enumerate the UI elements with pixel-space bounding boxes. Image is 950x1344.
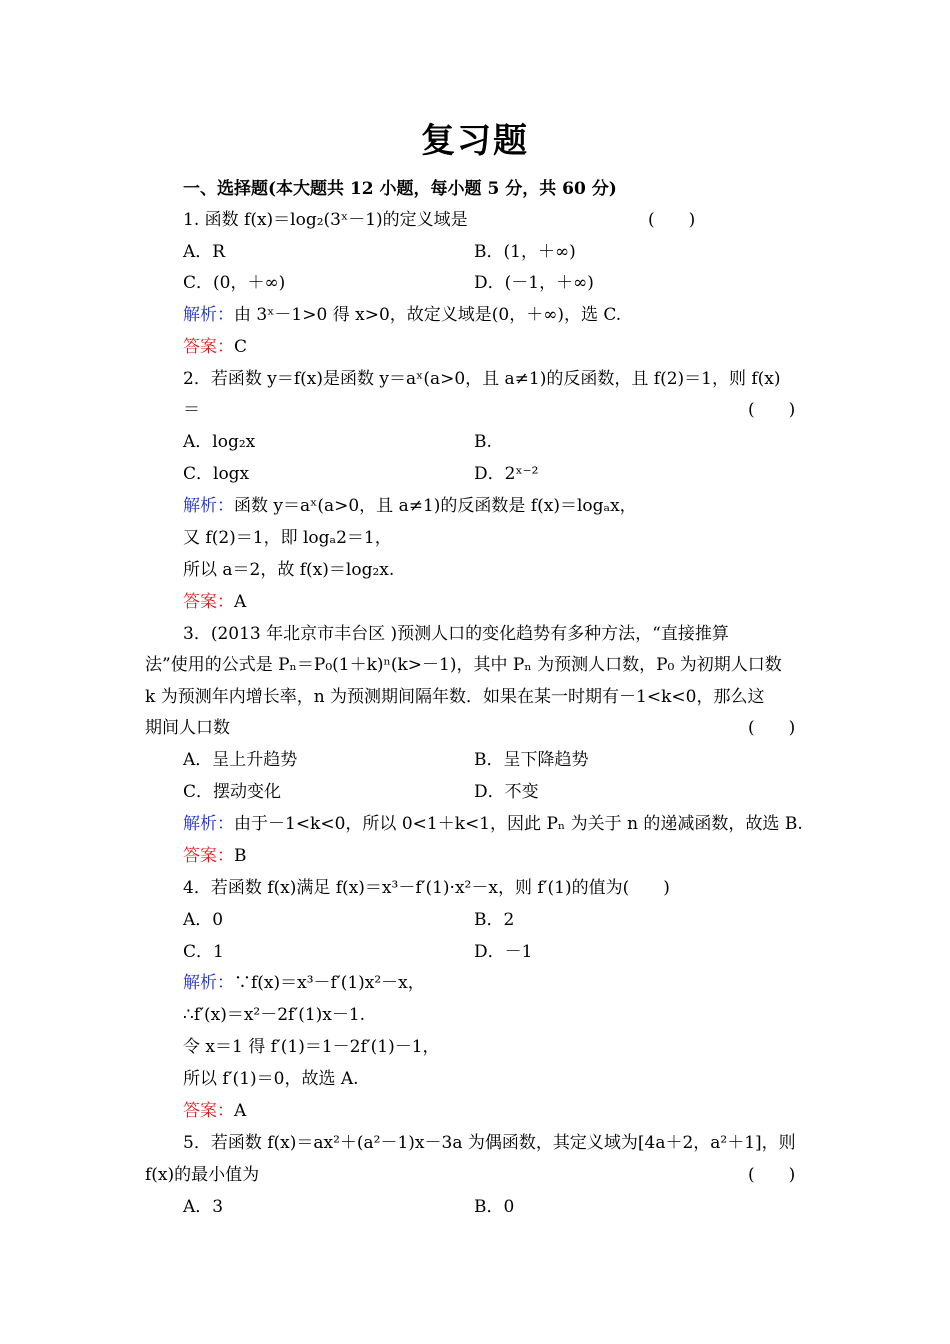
q5-option-b: B．0 (474, 1197, 515, 1217)
q5-option-a: A．3 (183, 1197, 224, 1217)
q4-answer (183, 1101, 246, 1121)
q5-stem-line1: 5．若函数 f(x)＝ax²＋(a²－1)x－3a 为偶函数，其定义域为[4a＋2，a²＋1]，则 (183, 1133, 796, 1153)
q3-analysis-text: 由于－1<k<0，所以 0<1＋k<1，因此 Pₙ 为关于 n 的递减函数，故选 B. (234, 814, 803, 834)
q4-option-d: D．－1 (474, 942, 533, 962)
page-title: 复习题 (421, 121, 529, 161)
analysis-label: 解析： (183, 814, 234, 834)
answer-label: 答案： (183, 592, 234, 612)
q1-option-d: D．(－1，＋∞) (474, 273, 594, 293)
q2-option-c: C．logx (183, 464, 250, 484)
q3-option-c: C．摆动变化 (183, 782, 282, 802)
q3-option-a: A．呈上升趋势 (183, 750, 298, 770)
q1-option-c: C．(0，＋∞) (183, 273, 286, 293)
q3-stem-line4: 期间人口数 (145, 718, 230, 738)
q2-bracket: ( ) (748, 400, 796, 420)
analysis-label: 解析： (183, 496, 234, 516)
q3-option-b: B．呈下降趋势 (474, 750, 589, 770)
q2-option-b: B. (474, 432, 492, 452)
q2-analysis-line3: 所以 a＝2，故 f(x)＝log₂x. (183, 560, 395, 580)
q2-analysis-line1: 函数 y＝aˣ(a>0，且 a≠1)的反函数是 f(x)＝logₐx， (234, 496, 637, 516)
q1-option-a: A．R (183, 242, 226, 262)
q1-option-b: B．(1，＋∞) (474, 242, 576, 262)
q2-analysis-line2: 又 f(2)＝1，即 logₐ2＝1， (183, 528, 392, 548)
q4-analysis-line3: 令 x＝1 得 f′(1)＝1－2f′(1)－1， (183, 1037, 440, 1057)
q3-answer (183, 846, 247, 866)
q4-option-a: A．0 (183, 910, 224, 930)
q1-stem: 1. 函数 f(x)＝log₂(3ˣ－1)的定义域是 (183, 210, 468, 230)
answer-label: 答案： (183, 1101, 234, 1121)
section-heading: 一、选择题(本大题共 12 小题，每小题 5 分，共 60 分) (183, 179, 617, 199)
q2-analysis (183, 496, 637, 516)
q1-analysis-text: 由 3ˣ－1>0 得 x>0，故定义域是(0，＋∞)，选 C. (234, 305, 622, 325)
q5-stem-line2: f(x)的最小值为 (145, 1165, 260, 1185)
q4-option-c: C．1 (183, 942, 224, 962)
q4-answer-text: A (234, 1101, 247, 1121)
q3-stem-line2: 法”使用的公式是 Pₙ＝P₀(1＋k)ⁿ(k>－1)，其中 Pₙ 为预测人口数，P₀ 为初期人口数 (145, 655, 782, 675)
q1-analysis (183, 305, 621, 325)
q2-option-d: D．2ˣ⁻² (474, 464, 539, 484)
q2-stem-line2: ＝ (183, 400, 200, 420)
q4-analysis (183, 973, 425, 993)
answer-label: 答案： (183, 337, 234, 357)
q1-answer (183, 337, 247, 357)
analysis-label: 解析： (183, 305, 234, 325)
q3-stem-line3: k 为预测年内增长率，n 为预测期间隔年数．如果在某一时期有－1<k<0，那么这 (145, 687, 765, 707)
q2-stem-line1: 2．若函数 y＝f(x)是函数 y＝aˣ(a>0，且 a≠1)的反函数，且 f(2)＝1，则 f(x) (183, 369, 781, 389)
q2-option-a: A．log₂x (183, 432, 256, 452)
q1-bracket: ( ) (648, 210, 696, 230)
q4-analysis-line1: ∵f(x)＝x³－f′(1)x²－x， (234, 973, 425, 993)
q5-bracket: ( ) (748, 1165, 796, 1185)
q4-analysis-line4: 所以 f′(1)＝0，故选 A. (183, 1069, 359, 1089)
q2-answer-text: A (234, 592, 247, 612)
q4-stem: 4．若函数 f(x)满足 f(x)＝x³－f′(1)·x²－x，则 f′(1)的值为( ) (183, 878, 670, 898)
q4-option-b: B．2 (474, 910, 515, 930)
answer-label: 答案： (183, 846, 234, 866)
q4-analysis-line2: ∴f′(x)＝x²－2f′(1)x－1. (183, 1005, 366, 1025)
q3-option-d: D．不变 (474, 782, 539, 802)
q3-answer-text: B (234, 846, 247, 866)
analysis-label: 解析： (183, 973, 234, 993)
q3-stem-line1: 3．(2013 年北京市丰台区 )预测人口的变化趋势有多种方法，“直接推算 (183, 624, 729, 644)
q3-bracket: ( ) (748, 718, 796, 738)
q1-answer-text: C (234, 337, 248, 357)
q3-analysis (183, 814, 803, 834)
q2-answer (183, 592, 246, 612)
